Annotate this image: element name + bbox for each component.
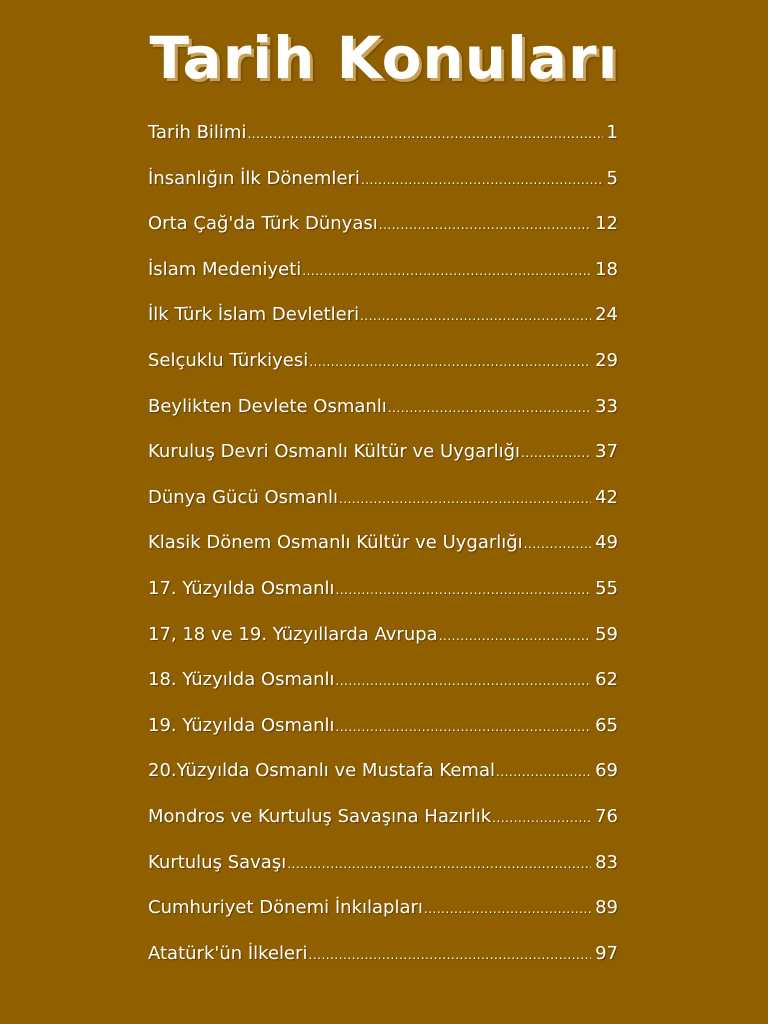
toc-dot-leader — [336, 705, 592, 751]
toc-entry-title: 20.Yüzyılda Osmanlı ve Mustafa Kemal — [148, 760, 495, 782]
toc-entry-page: 5 — [606, 167, 618, 189]
toc-dot-leader — [492, 796, 591, 842]
toc-dot-leader — [379, 203, 591, 249]
toc-entry — [148, 612, 618, 658]
toc-dot-leader — [439, 614, 591, 660]
page-title: Tarih Konuları — [149, 24, 619, 92]
toc-entry — [148, 703, 618, 749]
toc-entry-title: Kuruluş Devri Osmanlı Kültür ve Uygarlığı — [148, 441, 521, 463]
toc-entry — [148, 794, 618, 840]
toc-entry — [148, 292, 618, 338]
toc-entry-page: 37 — [595, 441, 618, 463]
toc-entry-title: 17. Yüzyılda Osmanlı — [148, 577, 335, 599]
toc-entry-title: Atatürk'ün İlkeleri — [148, 942, 308, 964]
toc-entry — [148, 840, 618, 886]
toc-entry-page: 76 — [595, 805, 618, 827]
toc-entry-page: 83 — [595, 851, 618, 873]
toc-entry-title: 17, 18 ve 19. Yüzyıllarda Avrupa — [148, 623, 438, 645]
toc-entry-title: Dünya Gücü Osmanlı — [148, 486, 338, 508]
toc-entry-title: Mondros ve Kurtuluş Savaşına Hazırlık — [148, 805, 492, 827]
toc-entry-page: 55 — [595, 577, 618, 599]
toc-dot-leader — [424, 887, 591, 933]
toc-entry-title: Kurtuluş Savaşı — [148, 851, 287, 873]
toc-entry — [148, 520, 618, 566]
toc-entry — [148, 885, 618, 931]
toc-entry — [148, 429, 618, 475]
toc-entry-page: 69 — [595, 760, 618, 782]
toc-entry-page: 49 — [595, 532, 618, 554]
toc-dot-leader — [360, 294, 591, 340]
toc-entry-title: Cumhuriyet Dönemi İnkılapları — [148, 897, 423, 919]
toc-dot-leader — [496, 750, 591, 796]
toc-entry-title: Orta Çağ'da Türk Dünyası — [148, 213, 378, 235]
toc-entry-title: İlk Türk İslam Devletleri — [148, 304, 360, 326]
toc-entry-page: 65 — [595, 714, 618, 736]
toc-entry-title: Klasik Dönem Osmanlı Kültür ve Uygarlığı — [148, 532, 523, 554]
toc-entry — [148, 384, 618, 430]
toc-dot-leader — [287, 842, 591, 888]
toc-entry — [148, 338, 618, 384]
toc-entry-page: 24 — [595, 304, 618, 326]
toc-entry-title: 18. Yüzyılda Osmanlı — [148, 669, 335, 691]
toc-entry-title: Tarih Bilimi — [148, 122, 247, 143]
toc-dot-leader — [339, 477, 591, 523]
toc-entry — [148, 748, 618, 794]
toc-entry — [148, 110, 618, 156]
toc-entry-title: Beylikten Devlete Osmanlı — [148, 395, 387, 417]
toc-entry-title: İnsanlığın İlk Dönemleri — [148, 167, 360, 189]
toc-dot-leader — [247, 112, 602, 158]
toc-dot-leader — [302, 249, 591, 295]
toc-dot-leader — [521, 431, 591, 477]
toc-entry-page: 89 — [595, 897, 618, 919]
toc-entry — [148, 156, 618, 202]
toc-entry-page: 97 — [595, 942, 618, 964]
toc-entry-page: 12 — [595, 213, 618, 235]
toc-entry-page: 18 — [595, 258, 618, 280]
toc-entry — [148, 201, 618, 247]
toc-entry-page: 29 — [595, 349, 618, 371]
toc-entry-page: 1 — [606, 122, 618, 143]
toc-entry — [148, 931, 618, 977]
toc-entry-title: Selçuklu Türkiyesi — [148, 349, 309, 371]
toc-dot-leader — [524, 522, 591, 568]
toc-dot-leader — [309, 340, 591, 386]
toc-dot-leader — [361, 158, 603, 204]
toc-entry — [148, 657, 618, 703]
toc-entry-page: 42 — [595, 486, 618, 508]
table-of-contents — [148, 110, 618, 976]
toc-entry-page: 33 — [595, 395, 618, 417]
toc-entry-page: 62 — [595, 669, 618, 691]
toc-dot-leader — [336, 659, 592, 705]
toc-entry-title: 19. Yüzyılda Osmanlı — [148, 714, 335, 736]
toc-dot-leader — [309, 933, 592, 979]
toc-dot-leader — [388, 386, 591, 432]
toc-entry-page: 59 — [595, 623, 618, 645]
toc-entry — [148, 475, 618, 521]
toc-dot-leader — [336, 568, 592, 614]
toc-entry-title: İslam Medeniyeti — [148, 258, 302, 280]
toc-entry — [148, 566, 618, 612]
toc-entry — [148, 247, 618, 293]
